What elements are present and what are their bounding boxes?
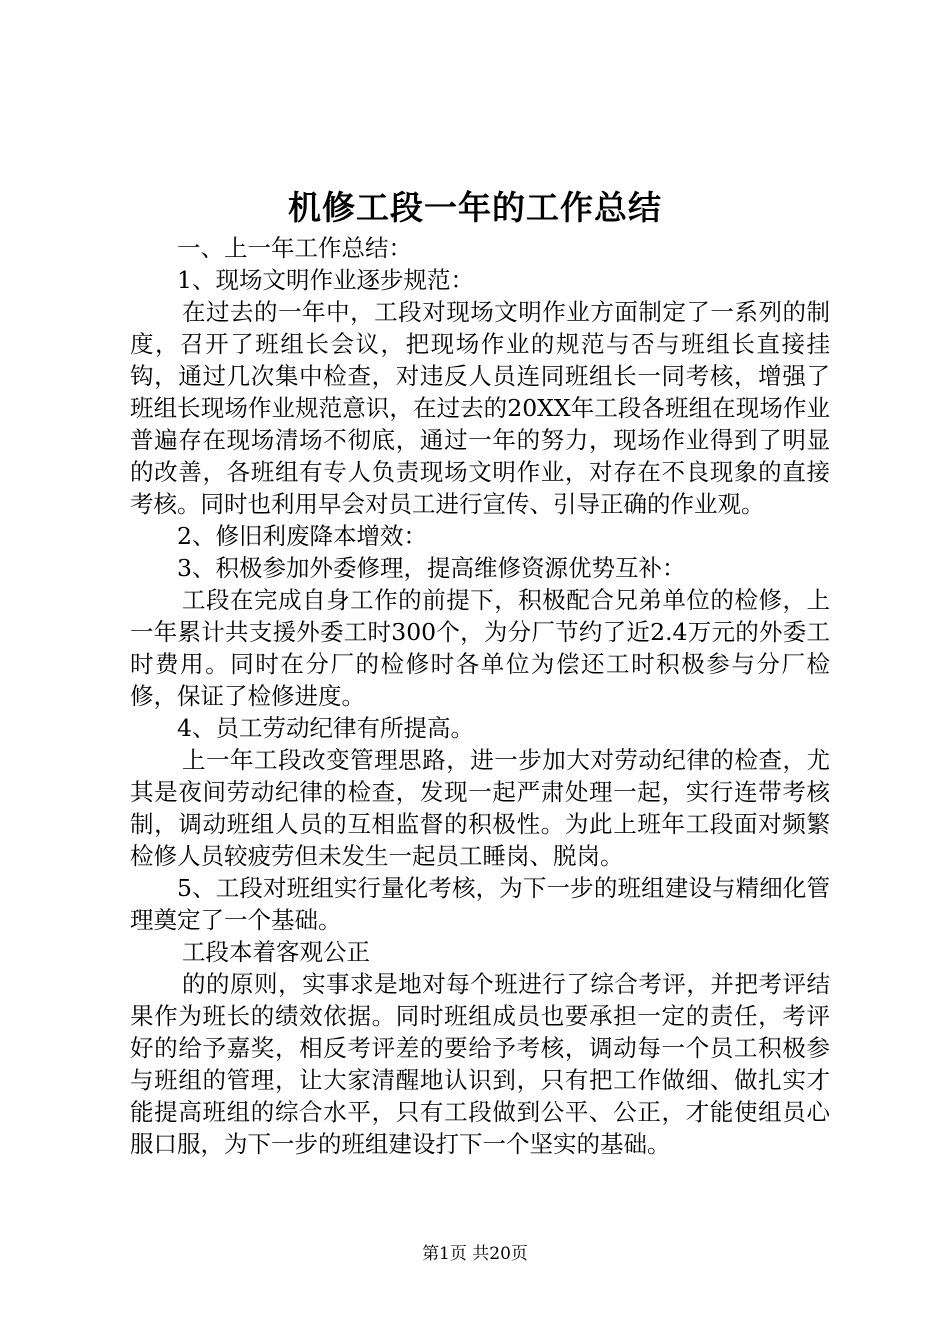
subsection-heading: 1、现场文明作业逐步规范： <box>177 266 474 294</box>
body-paragraph: 5、工段对班组实行量化考核，为下一步的班组建设与精细化管理奠定了一个基础。 <box>130 874 830 934</box>
body-paragraph: 工段本着客观公正 <box>182 938 370 966</box>
body-paragraph: 的的原则，实事求是地对每个班进行了综合考评，并把考评结果作为班长的绩效依据。同时班组成员也要承担一定的责任，考评好的给予嘉奖，相反考评差的要给予考核，调动每一个员工积极参与班组的管理，让大家清醒地认识到，只有把工作做细、做扎实才能提高班组的综合水平，只有工段做到公平、公正，才能使组员心服口服，为下一步的班组建设打下一个坚实的基础。 <box>130 970 830 1158</box>
section-heading: 一、上一年工作总结： <box>177 234 412 262</box>
page-number-footer: 第1页 共20页 <box>422 1244 528 1264</box>
subsection-heading: 4、员工劳动纪律有所提高。 <box>177 714 474 742</box>
document-title: 机修工段一年的工作总结 <box>288 188 662 227</box>
subsection-heading: 2、修旧利废降本增效： <box>177 522 427 550</box>
body-paragraph: 在过去的一年中，工段对现场文明作业方面制定了一系列的制度，召开了班组长会议，把现场作业的规范与否与班组长直接挂钩，通过几次集中检查，对违反人员连同班组长一同考核，增强了班组长现场作业规范意识，在过去的20XX年工段各班组在现场作业普遍存在现场清场不彻底，通过一年的努力，现场作业得到了明显的改善，各班组有专人负责现场文明作业，对存在不良现象的直接考核。同时也利用早会对员工进行宣传、引导正确的作业观。 <box>130 298 830 518</box>
body-paragraph: 上一年工段改变管理思路，进一步加大对劳动纪律的检查，尤其是夜间劳动纪律的检查，发现一起严肃处理一起，实行连带考核制，调动班组人员的互相监督的积极性。为此上班年工段面对频繁检修人员较疲劳但未发生一起员工睡岗、脱岗。 <box>130 746 830 870</box>
document-body <box>130 232 830 1160</box>
subsection-heading: 3、积极参加外委修理，提高维修资源优势互补： <box>177 554 686 582</box>
body-paragraph: 工段在完成自身工作的前提下，积极配合兄弟单位的检修，上一年累计共支援外委工时300个，为分厂节约了近2.4万元的外委工时费用。同时在分厂的检修时各单位为偿还工时积极参与分厂检修，保证了检修进度。 <box>130 586 830 710</box>
